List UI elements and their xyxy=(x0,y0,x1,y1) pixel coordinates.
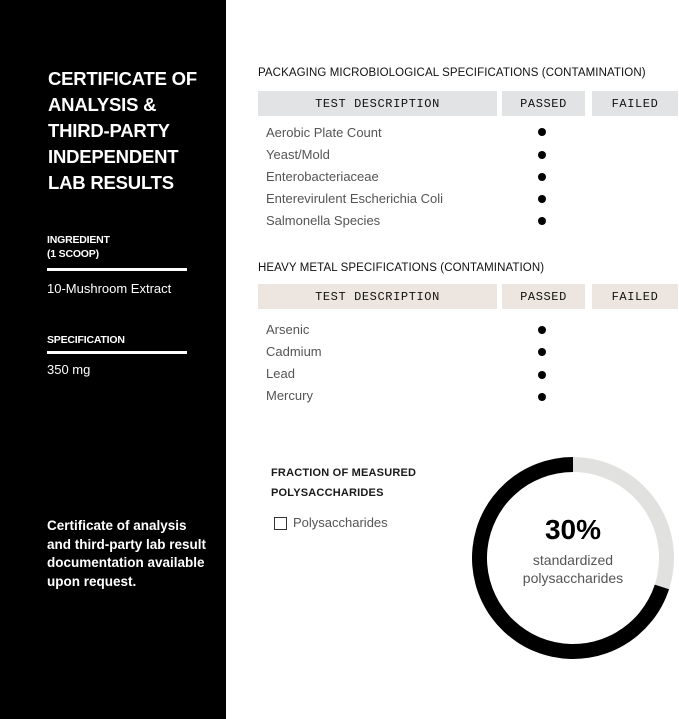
ingredient-divider xyxy=(47,268,187,271)
passed-dot xyxy=(538,151,546,159)
passed-dot xyxy=(538,348,546,356)
microbio-row-label: Salmonella Species xyxy=(266,213,381,228)
passed-dot xyxy=(538,393,546,401)
availability-note: Certificate of analysis and third-party lab result documentation available upon request. xyxy=(47,518,207,589)
passed-dot xyxy=(538,173,546,181)
specification-value: 350 mg xyxy=(47,362,91,377)
fraction-title-line1: FRACTION OF MEASURED xyxy=(271,467,417,479)
left-panel xyxy=(0,0,226,719)
metals-row-label: Mercury xyxy=(266,388,313,403)
microbio-header-test-description: TEST DESCRIPTION xyxy=(258,91,497,116)
fraction-title-line2: POLYSACCHARIDES xyxy=(271,487,384,499)
specification-label: SPECIFICATION xyxy=(47,334,125,346)
legend-swatch xyxy=(274,517,287,530)
microbio-header-passed: PASSED xyxy=(502,91,585,116)
metals-header-test-description: TEST DESCRIPTION xyxy=(258,284,497,309)
metals-row-label: Cadmium xyxy=(266,344,322,359)
microbio-row-label: Yeast/Mold xyxy=(266,147,330,162)
passed-dot xyxy=(538,195,546,203)
ingredient-label-line1: INGREDIENT xyxy=(47,234,110,246)
legend-label: Polysaccharides xyxy=(293,515,388,530)
ingredient-label xyxy=(47,233,110,261)
donut-caption-line2: polysaccharides xyxy=(522,570,624,586)
microbio-row-label: Enterevirulent Escherichia Coli xyxy=(266,191,444,206)
donut-caption-line1: standardized xyxy=(532,552,614,568)
donut-center-caption xyxy=(473,551,673,587)
ingredient-label-line2: (1 SCOOP) xyxy=(47,248,99,260)
microbio-header-failed: FAILED xyxy=(592,91,678,116)
passed-dot xyxy=(538,326,546,334)
ingredient-value: 10-Mushroom Extract xyxy=(47,281,172,296)
metals-row-label: Arsenic xyxy=(266,322,310,337)
certificate-title: CERTIFICATE OF ANALYSIS & THIRD-PARTY INDEPENDENT LAB RESULTS xyxy=(48,68,197,193)
passed-dot xyxy=(538,371,546,379)
donut-center-value: 30% xyxy=(544,514,602,545)
microbio-row-label: Aerobic Plate Count xyxy=(266,125,382,140)
specification-divider xyxy=(47,351,187,354)
fraction-title xyxy=(271,463,451,503)
metals-header-passed: PASSED xyxy=(502,284,585,309)
passed-dot xyxy=(538,217,546,225)
passed-dot xyxy=(538,128,546,136)
microbio-row-label: Enterobacteriaceae xyxy=(266,169,379,184)
metals-section-title: HEAVY METAL SPECIFICATIONS (CONTAMINATION) xyxy=(258,262,545,274)
metals-row-label: Lead xyxy=(266,366,295,381)
metals-header-failed: FAILED xyxy=(592,284,678,309)
microbio-section-title: PACKAGING MICROBIOLOGICAL SPECIFICATIONS (CONTAMINATION) xyxy=(258,67,646,79)
